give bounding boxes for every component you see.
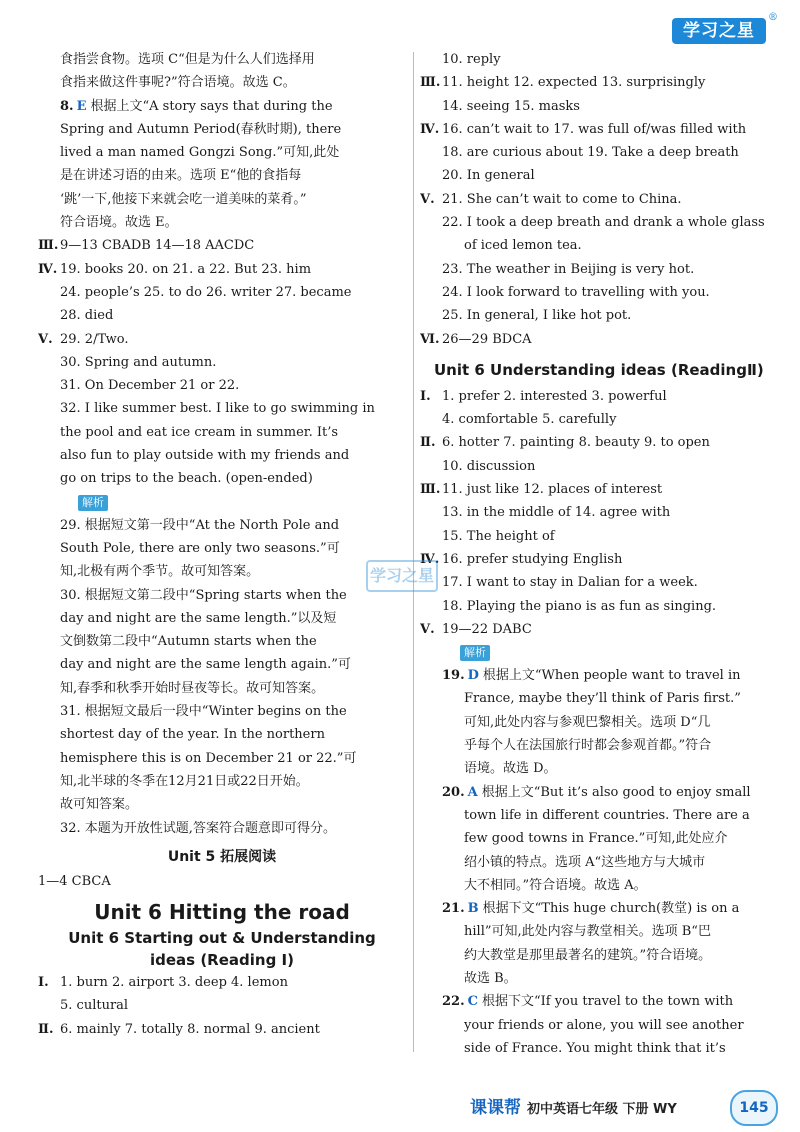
text-line: 是在讲述习语的由来。选项 E“他的食指每 — [60, 168, 302, 184]
answer-section-1: Ⅰ. 1. prefer 2. interested 3. powerful — [420, 388, 667, 404]
answer-explanation-19: 19. D 根据上文“When people want to travel in — [442, 668, 741, 684]
text-line: 30. Spring and autumn. — [60, 354, 217, 370]
answer-section-6: Ⅵ. 26—29 BDCA — [420, 331, 532, 347]
registered-mark: ® — [768, 12, 778, 23]
text-line: town life in different countries. There are a — [464, 807, 750, 823]
text-line: 知,春季和秋季开始时昼夜等长。故可知答案。 — [60, 680, 325, 696]
text-line: few good towns in France.”可知,此处应介 — [464, 831, 728, 847]
answer-section-3: Ⅲ. 11. height 12. expected 13. surprisingly — [420, 75, 706, 91]
right-column — [420, 48, 775, 1060]
text-line: the pool and eat ice cream in summer. It’s — [60, 424, 338, 440]
text-line: 4. comfortable 5. carefully — [442, 412, 617, 428]
answer-explanation-22: 22. C 根据下文“If you travel to the town with — [442, 994, 734, 1010]
text-line: 约大教堂是那里最著名的建筑。”符合语境。 — [464, 947, 712, 963]
answer-section-4: Ⅳ. 19. books 20. on 21. a 22. But 23. him — [38, 261, 312, 277]
answer-letter: C — [467, 994, 478, 1010]
left-column — [38, 48, 406, 1041]
page-footer — [470, 1096, 677, 1120]
text-line: 大不相同。”符合语境。故选 A。 — [464, 877, 647, 893]
text-line: 1—4 CBCA — [38, 873, 111, 889]
answer-section-3: Ⅲ. 11. just like 12. places of interest — [420, 482, 663, 498]
text-line: 32. I like summer best. I like to go swimming in — [60, 401, 375, 417]
text-line: 10. discussion — [442, 458, 536, 474]
text-line: 24. I look forward to travelling with you. — [442, 284, 710, 300]
text-line: 5. cultural — [60, 998, 129, 1014]
analysis-badge: 解析 — [78, 495, 108, 511]
text-line: 24. people’s 25. to do 26. writer 27. became — [60, 284, 352, 300]
text-line: 17. I want to stay in Dalian for a week. — [442, 575, 698, 591]
text-line: day and night are the same length.”以及短 — [60, 610, 337, 626]
text-line: 食指来做这件事呢?”符合语境。故选 C。 — [60, 75, 296, 91]
answer-section-4: Ⅳ. 16. prefer studying English — [420, 551, 623, 567]
text-line: 绍小镇的特点。选项 A“这些地方与大城市 — [464, 854, 706, 870]
text-line: 18. are curious about 19. Take a deep breath — [442, 145, 739, 161]
text-line: France, maybe they’ll think of Paris first.” — [464, 691, 741, 707]
text-line: go on trips to the beach. (open-ended) — [60, 471, 313, 487]
text-line: 25. In general, I like hot pot. — [442, 308, 632, 324]
text-line: 20. In general — [442, 168, 535, 184]
answer-section-5: Ⅴ. 21. She can’t wait to come to China. — [420, 191, 682, 207]
text-line: 符合语境。故选 E。 — [60, 215, 178, 231]
text-line: hill”可知,此处内容与教堂相关。选项 B“巴 — [464, 924, 711, 940]
footer-brand: 课课帮 — [470, 1098, 521, 1118]
text-line: 乎每个人在法国旅行时都会参观首都。”符合 — [464, 738, 712, 754]
answer-explanation-20: 20. A 根据上文“But it’s also good to enjoy small — [442, 784, 751, 800]
text-line: hemisphere this is on December 21 or 22.”可 — [60, 750, 357, 766]
text-line: 14. seeing 15. masks — [442, 98, 580, 114]
answer-section-5: Ⅴ. 19—22 DABC — [420, 621, 532, 637]
text-line: Spring and Autumn Period(春秋时期), there — [60, 121, 342, 137]
answer-section-3: Ⅲ. 9—13 CBADB 14—18 AACDC — [38, 238, 255, 254]
text-line: day and night are the same length again.”可 — [60, 657, 351, 673]
answer-section-4: Ⅳ. 16. can’t wait to 17. was full of/was filled with — [420, 121, 747, 137]
text-line: 30. 根据短文第二段中“Spring starts when the — [60, 587, 347, 603]
text-line: 28. died — [60, 308, 114, 324]
answer-letter: E — [76, 98, 87, 114]
text-line: ‘跳’一下,他接下来就会吃一道美味的菜肴。” — [60, 191, 307, 207]
text-line: 31. 根据短文最后一段中“Winter begins on the — [60, 704, 347, 720]
text-line: side of France. You might think that it’s — [464, 1040, 726, 1056]
watermark-logo: 学习之星 — [366, 560, 438, 592]
answer-letter: A — [467, 784, 478, 800]
answer-section-1: Ⅰ. 1. burn 2. airport 3. deep 4. lemon — [38, 975, 288, 991]
answer-letter: D — [467, 668, 479, 684]
page-number: 145 — [730, 1090, 778, 1126]
brand-logo: 学习之星 — [672, 18, 766, 44]
column-divider — [413, 52, 414, 1052]
text-line: lived a man named Gongzi Song.”可知,此处 — [60, 145, 340, 161]
text-line: 可知,此处内容与参观巴黎相关。选项 D“几 — [464, 714, 711, 730]
text-line: 知,北极有两个季节。故可知答案。 — [60, 564, 260, 580]
text-line: of iced lemon tea. — [464, 238, 582, 254]
section-heading-unit5: Unit 5 拓展阅读 — [167, 848, 277, 865]
text-line: 18. Playing the piano is as fun as singing. — [442, 598, 717, 614]
footer-series: 初中英语七年级 下册 WY — [527, 1102, 677, 1117]
section-heading-reading2: Unit 6 Understanding ideas (ReadingⅡ) — [434, 360, 764, 379]
unit-subtitle: Unit 6 Starting out & Understanding — [68, 929, 376, 948]
text-line: shortest day of the year. In the northern — [60, 727, 325, 743]
text-line: 食指尝食物。选项 C“但是为什么人们选择用 — [60, 52, 315, 67]
unit-subtitle: ideas (Reading Ⅰ) — [150, 951, 294, 970]
text-line: 23. The weather in Beijing is very hot. — [442, 261, 695, 277]
analysis-badge: 解析 — [460, 645, 490, 661]
answer-letter: B — [467, 901, 479, 917]
answer-explanation-21: 21. B 根据下文“This huge church(教堂) is on a — [442, 901, 740, 917]
text-line: 32. 本题为开放性试题,答案符合题意即可得分。 — [60, 820, 336, 836]
answer-section-2: Ⅱ. 6. hotter 7. painting 8. beauty 9. to open — [420, 435, 710, 451]
text-line: 31. On December 21 or 22. — [60, 378, 240, 394]
unit-title: Unit 6 Hitting the road — [94, 900, 350, 925]
text-line: 29. 根据短文第一段中“At the North Pole and — [60, 517, 340, 533]
text-line: South Pole, there are only two seasons.”可 — [60, 540, 340, 556]
text-line: 语境。故选 D。 — [464, 761, 557, 777]
text-line: 15. The height of — [442, 528, 555, 544]
answer-explanation-8: 8. E 根据上文“A story says that during the — [60, 98, 333, 114]
answer-section-2: Ⅱ. 6. mainly 7. totally 8. normal 9. ancient — [38, 1021, 320, 1037]
text-line: 13. in the middle of 14. agree with — [442, 505, 671, 521]
answer-section-5: Ⅴ. 29. 2/Two. — [38, 331, 129, 347]
text-line: 故可知答案。 — [60, 797, 139, 813]
text-line: your friends or alone, you will see another — [464, 1017, 744, 1033]
text-line: 10. reply — [442, 52, 501, 67]
text-line: also fun to play outside with my friends and — [60, 448, 350, 464]
text-line: 知,北半球的冬季在12月21日或22日开始。 — [60, 773, 309, 789]
text-line: 22. I took a deep breath and drank a whole glass — [442, 215, 765, 231]
text-line: 故选 B。 — [464, 970, 517, 986]
text-line: 文倒数第二段中“Autumn starts when the — [60, 634, 317, 650]
